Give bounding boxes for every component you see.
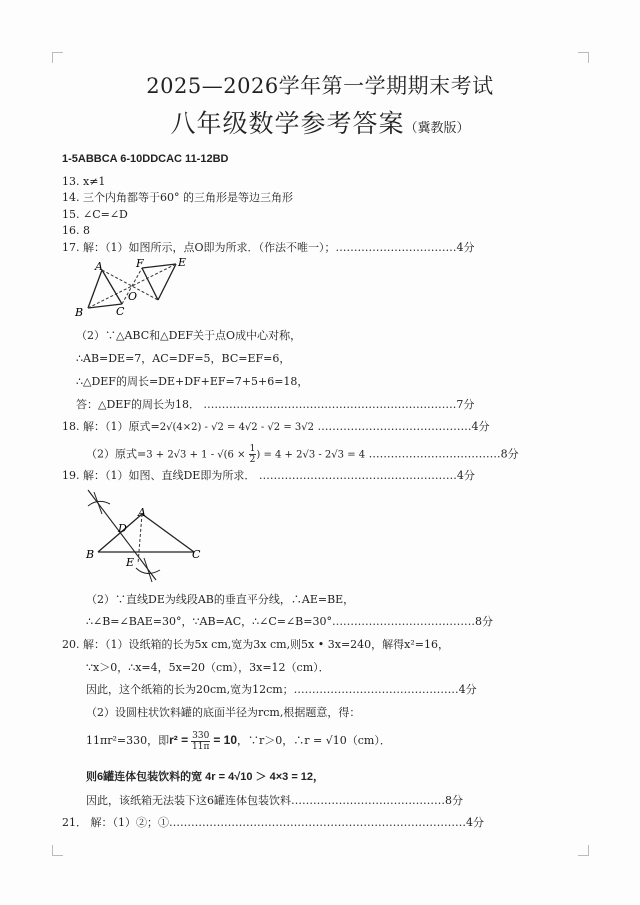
answer-q15: 15. ∠C=∠D: [62, 208, 128, 221]
label-b: B: [86, 548, 95, 561]
label-b: B: [75, 306, 84, 319]
answer-q19-part1: 19. 解：（1）如图、直线DE即为所求． ………………………………………………4分: [62, 469, 475, 482]
q20-5-numerator: 330: [192, 730, 210, 741]
corner-mark-top-right: [578, 52, 589, 63]
answer-q17-part2: （2）∵△ABC和△DEF关于点O成中心对称，: [76, 329, 302, 342]
segment-ac: [142, 514, 194, 552]
q18-1-prefix: 18. 解：（1）原式=: [62, 420, 160, 433]
answer-q17-part5: 答：△DEF的周长为18． ……………………………………………………………7分: [76, 398, 475, 411]
answer-q18-part1: [62, 420, 489, 435]
q20-5-prefix: 11πr²=330，即: [86, 734, 170, 747]
q18-2-numerator: 1: [249, 444, 256, 454]
label-e: E: [126, 556, 135, 569]
q18-1-score: ……………………………………4分: [313, 420, 490, 433]
label-c: C: [192, 548, 201, 561]
q18-1-expression: 2√(4×2) - √2 = 4√2 - √2 = 3√2: [159, 422, 314, 433]
answer-q17-part1: 17. 解：（1）如图所示，点O即为所求．（作法不唯一）；……………………………4分: [62, 241, 475, 254]
q18-2-denominator: 2: [249, 455, 256, 465]
label-d: D: [118, 522, 127, 535]
document-subtitle: [0, 104, 640, 140]
segment-ab: [88, 270, 102, 308]
answer-q20-part2: ∵x＞0，∴x=4，5x=20（cm），3x=12（cm）．: [86, 661, 330, 674]
q19-figure: [80, 484, 210, 584]
edition-label: （冀教版）: [404, 121, 470, 136]
q18-2-expression-end: ) = 4 + 2√3 - 2√3 = 4: [256, 449, 366, 461]
q18-2-expression-start: 3 + 2√3 + 1 - √(6 ×: [146, 449, 249, 461]
answer-q20-part1: 20. 解：（1）设纸箱的长为5x cm,宽为3x cm,则5x • 3x=240，解得x²=16，: [62, 638, 449, 651]
document-title: 2025—2026学年第一学期期末考试: [146, 74, 494, 98]
dashed-ae: [138, 514, 142, 564]
q20-5-r-squared: r² =: [169, 733, 189, 747]
q17-figure: [70, 256, 200, 320]
corner-mark-bottom-right: [578, 845, 589, 856]
answer-q20-part5: [86, 729, 391, 752]
label-f: F: [136, 257, 144, 270]
corner-mark-top-left: [52, 52, 63, 63]
answer-q17-part3: ∴AB=DE=7，AC=DF=5，BC=EF=6，: [76, 352, 291, 365]
q20-5-denominator: 11π: [192, 741, 210, 752]
answer-q17-part4: ∴△DEF的周长=DE+DF+EF=7+5+6=18，: [76, 375, 309, 388]
label-e: E: [178, 256, 187, 269]
q18-2-score: ………………………………8分: [365, 447, 519, 461]
arc-mark-top: [94, 492, 102, 514]
answer-q16: 16. 8: [62, 224, 90, 237]
answer-q14: 14. 三个内角都等于60° 的三角形是等边三角形: [62, 191, 293, 204]
answer-q18-part2: [86, 444, 519, 465]
answer-q20-part4: （2）设圆柱状饮料罐的底面半径为rcm,根据题意，得：: [86, 706, 361, 719]
q20-5-result: = 10: [213, 733, 238, 747]
label-a: A: [138, 506, 146, 519]
segment-ed: [158, 264, 176, 300]
label-a: A: [95, 260, 103, 273]
segment-fd: [142, 268, 158, 300]
q20-5-fraction: [191, 731, 210, 752]
answer-q21: 21． 解：（1）②；①………………………………………………………………………4分: [62, 816, 484, 829]
corner-mark-bottom-left: [52, 845, 63, 856]
answer-q19-part3: ∴∠B=∠BAE=30°，∵AB=AC，∴∠C=∠B=30°…………………………………8分: [86, 615, 493, 628]
q20-5-suffix: ，∵r＞0，∴r = √10（cm）．: [237, 734, 391, 747]
answer-q20-part3: 因此，这个纸箱的长为20cm,宽为12cm；………………………………………4分: [86, 683, 477, 696]
arc-mark-bottom: [144, 558, 152, 582]
answer-q20-part6: 则6罐连体包装饮料的宽 4r = 4√10 ＞ 4×3 = 12，: [86, 771, 325, 783]
answer-q13: 13. x≠1: [62, 175, 106, 188]
q18-2-prefix: （2）原式=: [86, 447, 147, 461]
subtitle-text: 八年级数学参考答案: [170, 109, 405, 138]
answer-q19-part2: （2）∵直线DE为线段AB的垂直平分线，∴AE=BE，: [86, 593, 355, 606]
answer-q20-part7: 因此，该纸箱无法装下这6罐连体包装饮料……………………………………8分: [86, 794, 463, 807]
choice-answers: 1-5ABBCA 6-10DDCAC 11-12BD: [62, 153, 229, 165]
label-c: C: [116, 305, 125, 318]
label-o: O: [128, 290, 138, 303]
